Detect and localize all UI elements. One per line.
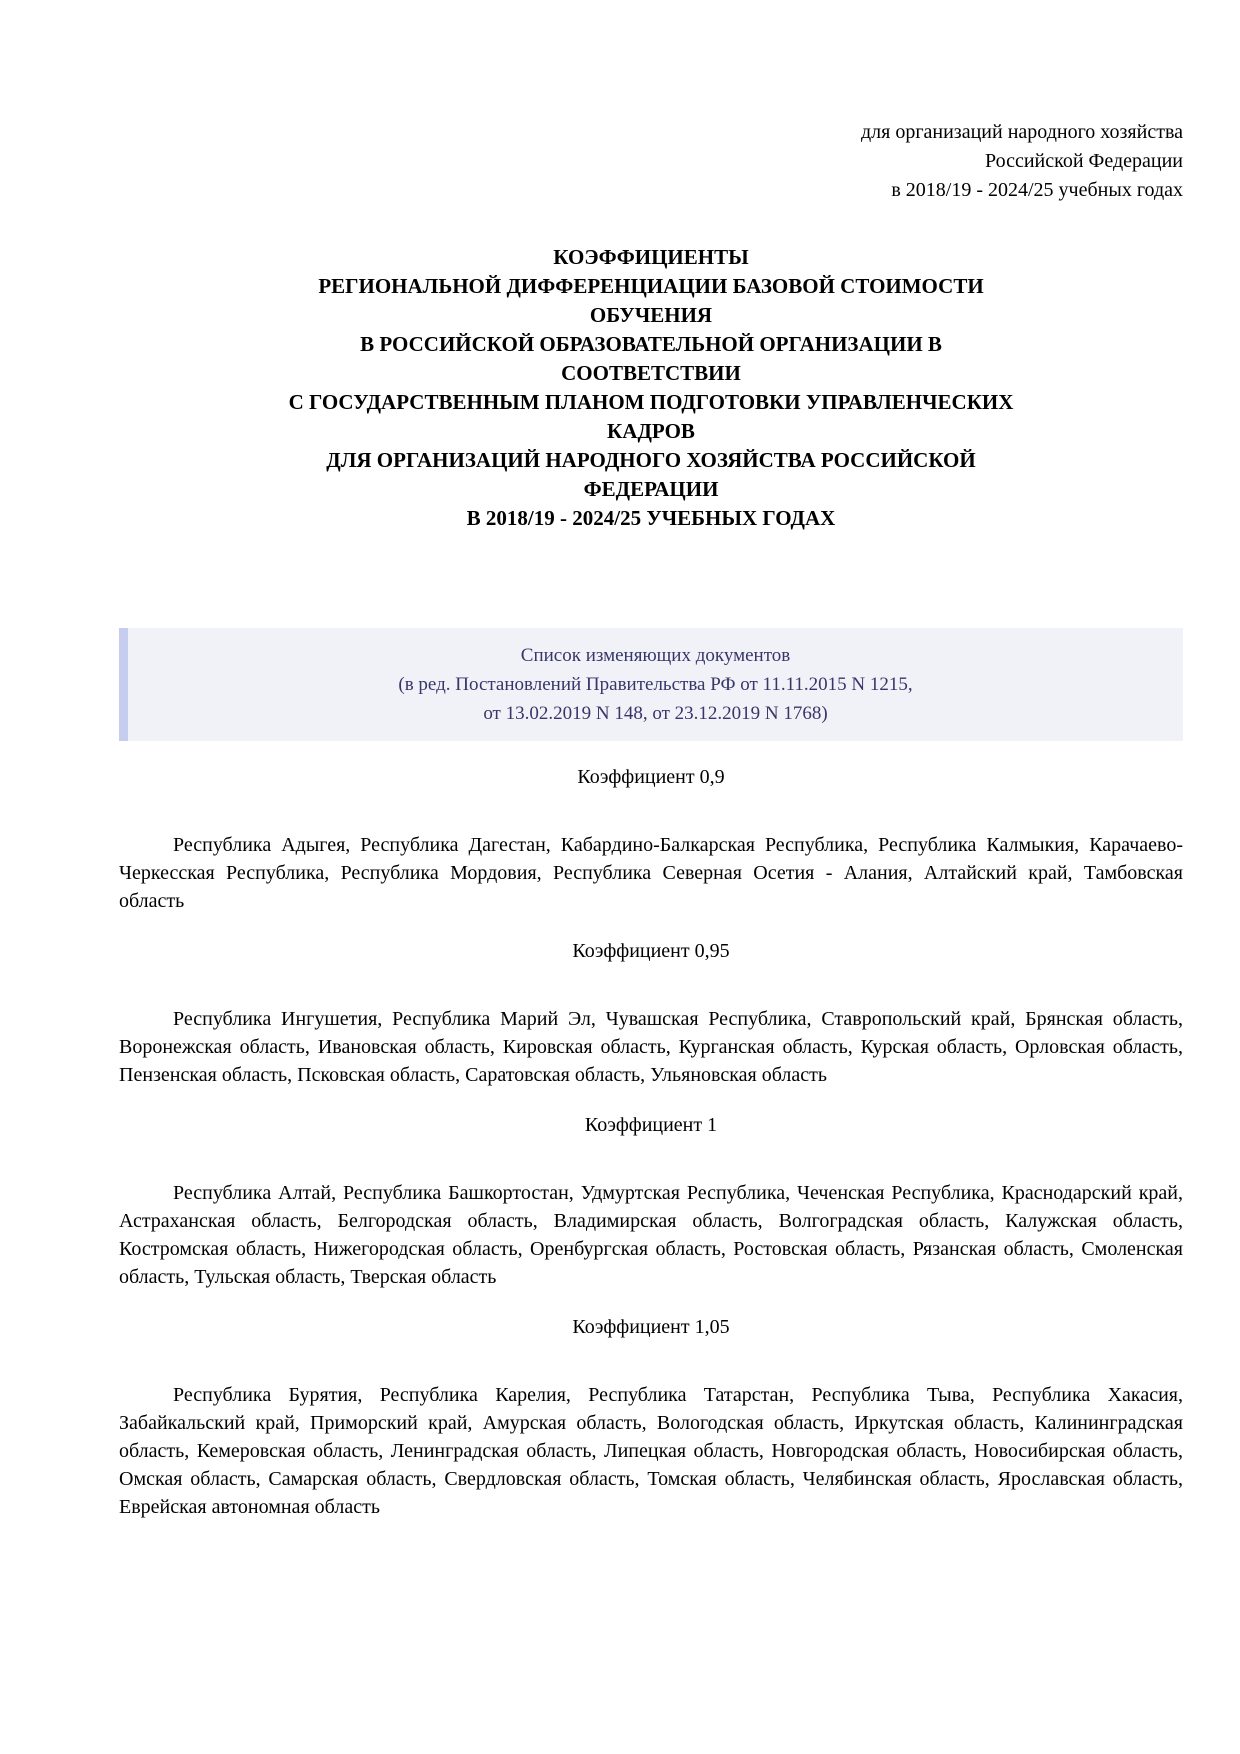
title-line: СООТВЕТСТВИИ [561,361,741,385]
coefficient-heading: Коэффициент 1,05 [572,1316,730,1338]
coefficient-section-1-05 [119,1313,1183,1521]
amendments-line: (в ред. Постановлений Правительства РФ от 11.11.2015 N 1215, [398,674,913,695]
title-line: В 2018/19 - 2024/25 УЧЕБНЫХ ГОДАХ [466,506,836,530]
coefficient-heading: Коэффициент 1 [584,1114,718,1136]
header-right-line: для организаций народного хозяйства [860,121,1183,143]
title-line: РЕГИОНАЛЬНОЙ ДИФФЕРЕНЦИАЦИИ БАЗОВОЙ СТОИМОСТИ [318,274,984,298]
amendments-line: Список изменяющих документов [520,645,791,666]
regions-paragraph: Республика Бурятия, Республика Карелия, Республика Татарстан, Республика Тыва, Республика Хакасия, Забайкальский край, Приморский край, Амурская область, Вологодская область, Иркутская область, Калининградская область, Кемеровская область, Ленинградская область, Липецкая область, Новгородская область, Новосибирская область, Омская область, Самарская область, Свердловская область, Томская область, Челябинская область, Ярославская область, Еврейская автономная область [119,1384,1183,1518]
regions-paragraph: Республика Адыгея, Республика Дагестан, Кабардино-Балкарская Республика, Республика Калмыкия, Карачаево-Черкесская Республика, Республика Мордовия, Республика Северная Осетия - Алания, Алтайский край, Тамбовская область [119,834,1183,912]
title-line: ДЛЯ ОРГАНИЗАЦИЙ НАРОДНОГО ХОЗЯЙСТВА РОССИЙСКОЙ [326,448,976,472]
regions-paragraph: Республика Алтай, Республика Башкортостан, Удмуртская Республика, Чеченская Республика, Краснодарский край, Астраханская область, Белгородская область, Владимирская область, Волгоградская область, Калужская область, Костромская область, Нижегородская область, Оренбургская область, Ростовская область, Рязанская область, Смоленская область, Тульская область, Тверская область [119,1182,1183,1288]
coefficient-heading: Коэффициент 0,9 [577,766,725,788]
title-line: КАДРОВ [607,419,695,443]
document-title [119,243,1183,533]
coefficient-section-0-9 [119,763,1183,915]
coefficient-heading: Коэффициент 0,95 [572,940,730,962]
regions-paragraph: Республика Ингушетия, Республика Марий Эл, Чувашская Республика, Ставропольский край, Брянская область, Воронежская область, Ивановская область, Кировская область, Курганская область, Курская область, Орловская область, Пензенская область, Псковская область, Саратовская область, Ульяновская область [119,1008,1183,1086]
header-right-line: в 2018/19 - 2024/25 учебных годах [891,179,1183,201]
header-right-block [119,118,1183,205]
title-line: В РОССИЙСКОЙ ОБРАЗОВАТЕЛЬНОЙ ОРГАНИЗАЦИИ В [360,332,942,356]
amendments-box [119,628,1183,741]
coefficient-section-0-95 [119,937,1183,1089]
amendments-line: от 13.02.2019 N 148, от 23.12.2019 N 1768) [483,703,828,724]
coefficient-section-1 [119,1111,1183,1291]
title-line: КОЭФФИЦИЕНТЫ [553,245,749,269]
header-right-line: Российской Федерации [984,150,1183,172]
title-line: ОБУЧЕНИЯ [589,303,713,327]
title-line: ФЕДЕРАЦИИ [583,477,719,501]
title-line: С ГОСУДАРСТВЕННЫМ ПЛАНОМ ПОДГОТОВКИ УПРАВЛЕНЧЕСКИХ [288,390,1014,414]
